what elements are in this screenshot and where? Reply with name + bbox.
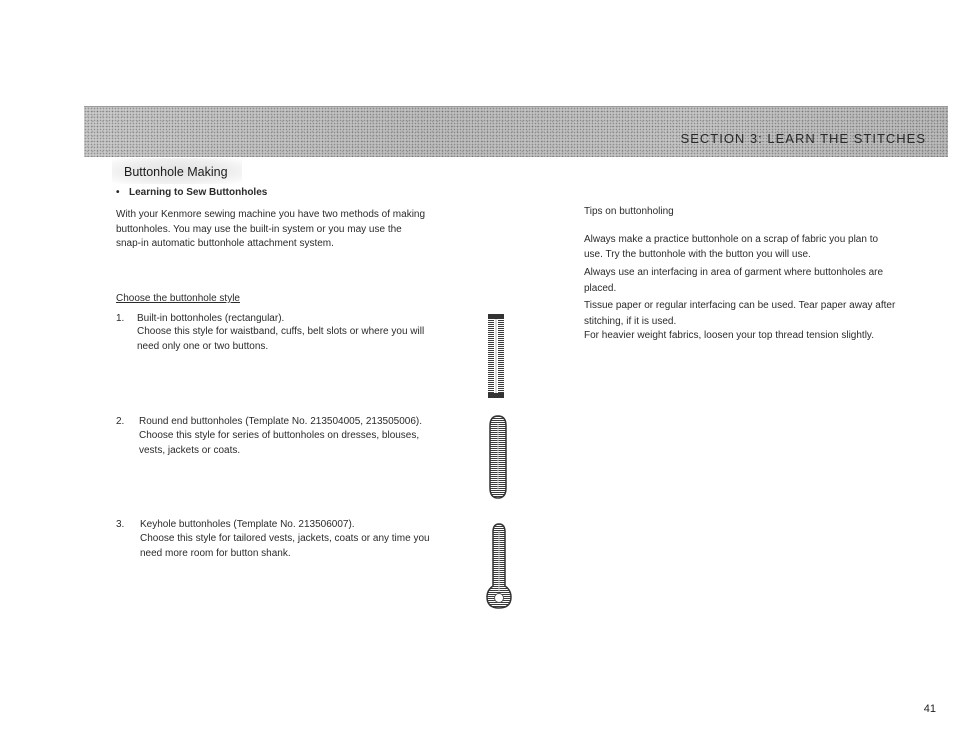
section-title: SECTION 3: LEARN THE STITCHES [680, 131, 926, 146]
tip-4-line-1: For heavier weight fabrics, loosen your top thread tension slightly. [584, 330, 874, 341]
bullet-marker: • [116, 187, 120, 198]
item-1-line-3: need only one or two buttons. [137, 341, 269, 352]
tip-1-line-2: use. Try the buttonhole with the button you will use. [584, 249, 811, 260]
page-number: 41 [923, 703, 936, 715]
item-3-line-1: Keyhole buttonholes (Template No. 213506007). [140, 519, 355, 530]
intro-line-3: snap-in automatic buttonhole attachment system. [116, 238, 334, 249]
rectangular-buttonhole-icon [484, 312, 508, 400]
choose-heading: Choose the buttonhole style [116, 293, 240, 304]
item-number: 1. [116, 313, 125, 324]
intro-line-2: buttonholes. You may use the built-in system or you may use the [116, 224, 402, 235]
tip-3-line-2: stitching, if it is used. [584, 316, 677, 327]
item-2-line-1: Round end buttonholes (Template No. 213504005, 213505006). [139, 416, 422, 427]
subsection-header [112, 158, 242, 184]
tip-2-line-1: Always use an interfacing in area of garment where buttonholes are [584, 267, 884, 278]
item-number: 2. [116, 416, 125, 427]
intro-heading: Learning to Sew Buttonholes [129, 187, 268, 198]
item-2-line-3: vests, jackets or coats. [139, 445, 241, 456]
item-1-line-1: Built-in bottonholes (rectangular). [137, 313, 285, 324]
subsection-title: Buttonhole Making [124, 165, 228, 179]
item-2-line-2: Choose this style for series of buttonholes on dresses, blouses, [139, 430, 420, 441]
tip-3-line-1: Tissue paper or regular interfacing can be used. Tear paper away after [584, 300, 896, 311]
item-1-line-2: Choose this style for waistband, cuffs, belt slots or where you will [137, 326, 425, 337]
section-banner [84, 106, 948, 157]
tip-1-line-1: Always make a practice buttonhole on a scrap of fabric you plan to [584, 234, 879, 245]
item-3-line-3: need more room for button shank. [140, 548, 291, 559]
tip-2-line-2: placed. [584, 283, 617, 294]
item-number: 3. [116, 519, 125, 530]
item-3-line-2: Choose this style for tailored vests, jackets, coats or any time you [140, 533, 430, 544]
round-end-buttonhole-icon [486, 414, 510, 500]
intro-line-1: With your Kenmore sewing machine you have two methods of making [116, 209, 426, 220]
keyhole-buttonhole-icon [484, 522, 514, 610]
tips-heading: Tips on buttonholing [584, 206, 674, 217]
